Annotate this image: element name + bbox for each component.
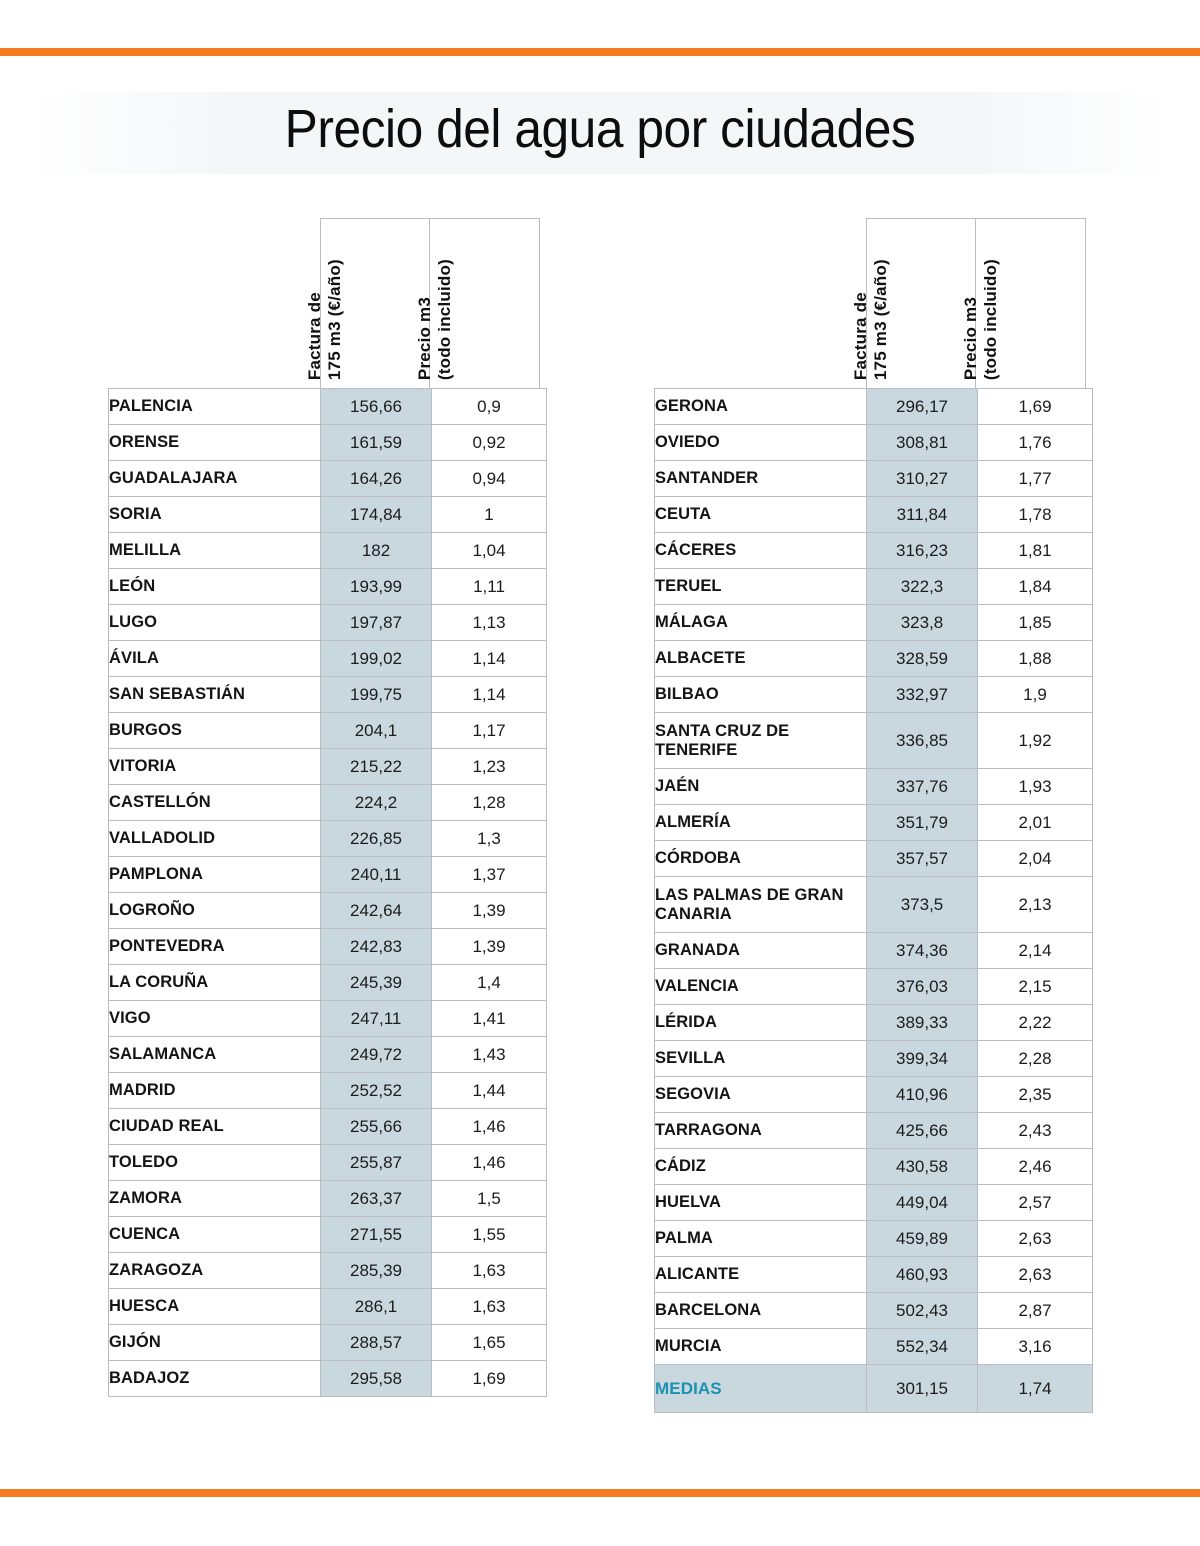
city-name-cell: LEÓN <box>109 569 321 605</box>
annual-bill-cell: 336,85 <box>867 713 978 769</box>
price-per-m3-cell: 1,4 <box>432 965 547 1001</box>
price-per-m3-cell: 1,44 <box>432 1073 547 1109</box>
annual-bill-cell: 242,83 <box>321 929 432 965</box>
annual-bill-cell: 301,15 <box>867 1365 978 1413</box>
annual-bill-cell: 245,39 <box>321 965 432 1001</box>
city-name-cell: VALLADOLID <box>109 821 321 857</box>
header-precio-line1: Precio m3 <box>414 296 434 380</box>
top-accent-rule <box>0 48 1200 56</box>
table-row <box>109 1253 547 1289</box>
annual-bill-cell: 389,33 <box>867 1005 978 1041</box>
annual-bill-cell: 197,87 <box>321 605 432 641</box>
annual-bill-cell: 296,17 <box>867 389 978 425</box>
annual-bill-cell: 374,36 <box>867 933 978 969</box>
city-name-cell: TERUEL <box>655 569 867 605</box>
price-per-m3-cell: 2,22 <box>978 1005 1093 1041</box>
city-name-cell: MURCIA <box>655 1329 867 1365</box>
price-per-m3-cell: 1,14 <box>432 677 547 713</box>
price-per-m3-cell: 1,88 <box>978 641 1093 677</box>
annual-bill-cell: 410,96 <box>867 1077 978 1113</box>
city-name-cell: TARRAGONA <box>655 1113 867 1149</box>
city-name-cell: GERONA <box>655 389 867 425</box>
price-per-m3-cell: 0,94 <box>432 461 547 497</box>
city-name-cell: CEUTA <box>655 497 867 533</box>
price-per-m3-cell: 1,84 <box>978 569 1093 605</box>
price-per-m3-cell: 2,57 <box>978 1185 1093 1221</box>
price-per-m3-cell: 1,14 <box>432 641 547 677</box>
annual-bill-cell: 247,11 <box>321 1001 432 1037</box>
city-name-cell: PALENCIA <box>109 389 321 425</box>
price-per-m3-cell: 2,63 <box>978 1257 1093 1293</box>
price-per-m3-cell: 1,28 <box>432 785 547 821</box>
header-factura-line2: 175 m3 (€/año) <box>324 259 344 380</box>
price-per-m3-cell: 2,01 <box>978 805 1093 841</box>
annual-bill-cell: 449,04 <box>867 1185 978 1221</box>
price-per-m3-cell: 0,9 <box>432 389 547 425</box>
city-name-cell: PAMPLONA <box>109 857 321 893</box>
city-name-cell: ALBACETE <box>655 641 867 677</box>
city-name-cell: SALAMANCA <box>109 1037 321 1073</box>
annual-bill-cell: 323,8 <box>867 605 978 641</box>
column-header-row-right <box>850 218 1093 388</box>
price-per-m3-cell: 1,43 <box>432 1037 547 1073</box>
price-per-m3-cell: 0,92 <box>432 425 547 461</box>
annual-bill-cell: 164,26 <box>321 461 432 497</box>
price-per-m3-cell: 1,3 <box>432 821 547 857</box>
annual-bill-cell: 316,23 <box>867 533 978 569</box>
city-name-cell: MADRID <box>109 1073 321 1109</box>
table-row <box>655 1293 1093 1329</box>
annual-bill-cell: 295,58 <box>321 1361 432 1397</box>
annual-bill-cell: 459,89 <box>867 1221 978 1257</box>
annual-bill-cell: 161,59 <box>321 425 432 461</box>
annual-bill-cell: 252,52 <box>321 1073 432 1109</box>
price-per-m3-cell: 2,63 <box>978 1221 1093 1257</box>
header-precio-line2: (todo incluido) <box>434 258 454 380</box>
city-name-cell: ORENSE <box>109 425 321 461</box>
table-row <box>655 605 1093 641</box>
annual-bill-cell: 351,79 <box>867 805 978 841</box>
price-per-m3-cell: 1,46 <box>432 1109 547 1145</box>
annual-bill-cell: 199,02 <box>321 641 432 677</box>
annual-bill-cell: 199,75 <box>321 677 432 713</box>
annual-bill-cell: 308,81 <box>867 425 978 461</box>
city-name-cell: ALICANTE <box>655 1257 867 1293</box>
price-per-m3-cell: 2,28 <box>978 1041 1093 1077</box>
column-header-precio-right <box>960 218 1086 388</box>
price-per-m3-cell: 1,37 <box>432 857 547 893</box>
table-row <box>655 1149 1093 1185</box>
table-row <box>655 461 1093 497</box>
price-per-m3-cell: 1,41 <box>432 1001 547 1037</box>
table-row <box>109 1073 547 1109</box>
price-table-left <box>108 218 547 1397</box>
table-row <box>655 969 1093 1005</box>
table-row <box>109 713 547 749</box>
price-per-m3-cell: 1,69 <box>978 389 1093 425</box>
annual-bill-cell: 332,97 <box>867 677 978 713</box>
annual-bill-cell: 263,37 <box>321 1181 432 1217</box>
table-row <box>655 569 1093 605</box>
table-row <box>109 1289 547 1325</box>
price-per-m3-cell: 1,11 <box>432 569 547 605</box>
header-factura-line2: 175 m3 (€/año) <box>870 259 890 380</box>
table-row <box>655 1329 1093 1365</box>
price-per-m3-cell: 1,63 <box>432 1289 547 1325</box>
city-name-cell: ÁVILA <box>109 641 321 677</box>
table-row <box>655 805 1093 841</box>
price-per-m3-cell: 1 <box>432 497 547 533</box>
price-per-m3-cell: 1,39 <box>432 929 547 965</box>
table-row <box>655 877 1093 933</box>
city-name-cell: LA CORUÑA <box>109 965 321 1001</box>
table-row <box>109 1325 547 1361</box>
annual-bill-cell: 182 <box>321 533 432 569</box>
bottom-accent-rule <box>0 1489 1200 1497</box>
price-per-m3-cell: 1,92 <box>978 713 1093 769</box>
city-name-cell: CASTELLÓN <box>109 785 321 821</box>
header-factura-line1: Factura de <box>304 292 324 380</box>
city-name-cell: CIUDAD REAL <box>109 1109 321 1145</box>
price-per-m3-cell: 1,23 <box>432 749 547 785</box>
city-name-cell: SORIA <box>109 497 321 533</box>
price-per-m3-cell: 1,74 <box>978 1365 1093 1413</box>
price-per-m3-cell: 2,14 <box>978 933 1093 969</box>
annual-bill-cell: 430,58 <box>867 1149 978 1185</box>
table-row <box>109 1109 547 1145</box>
header-factura-line1: Factura de <box>850 292 870 380</box>
table-row <box>655 425 1093 461</box>
city-name-cell: BURGOS <box>109 713 321 749</box>
annual-bill-cell: 288,57 <box>321 1325 432 1361</box>
annual-bill-cell: 285,39 <box>321 1253 432 1289</box>
city-name-cell: VALENCIA <box>655 969 867 1005</box>
city-name-cell: VITORIA <box>109 749 321 785</box>
city-name-cell: GIJÓN <box>109 1325 321 1361</box>
table-row <box>109 389 547 425</box>
header-precio-line1: Precio m3 <box>960 296 980 380</box>
city-name-cell: CÁDIZ <box>655 1149 867 1185</box>
city-name-cell: ALMERÍA <box>655 805 867 841</box>
annual-bill-cell: 311,84 <box>867 497 978 533</box>
price-per-m3-cell: 1,13 <box>432 605 547 641</box>
city-name-cell: SANTANDER <box>655 461 867 497</box>
city-name-cell: SEGOVIA <box>655 1077 867 1113</box>
city-name-cell: JAÉN <box>655 769 867 805</box>
table-row <box>655 1041 1093 1077</box>
city-name-cell: MELILLA <box>109 533 321 569</box>
annual-bill-cell: 310,27 <box>867 461 978 497</box>
city-name-cell: GRANADA <box>655 933 867 969</box>
city-name-cell: BADAJOZ <box>109 1361 321 1397</box>
table-row <box>109 1037 547 1073</box>
table-row <box>109 1361 547 1397</box>
table-row <box>109 929 547 965</box>
column-header-precio-left <box>414 218 540 388</box>
city-name-cell: LAS PALMAS DE GRAN CANARIA <box>655 877 867 933</box>
city-name-cell: TOLEDO <box>109 1145 321 1181</box>
price-per-m3-cell: 1,65 <box>432 1325 547 1361</box>
price-per-m3-cell: 2,15 <box>978 969 1093 1005</box>
table-row <box>109 605 547 641</box>
city-name-cell: CÁCERES <box>655 533 867 569</box>
city-name-cell: SEVILLA <box>655 1041 867 1077</box>
annual-bill-cell: 502,43 <box>867 1293 978 1329</box>
table-row <box>109 533 547 569</box>
price-table-right <box>654 218 1093 1413</box>
table-row <box>655 1365 1093 1413</box>
annual-bill-cell: 460,93 <box>867 1257 978 1293</box>
annual-bill-cell: 204,1 <box>321 713 432 749</box>
annual-bill-cell: 215,22 <box>321 749 432 785</box>
price-per-m3-cell: 1,81 <box>978 533 1093 569</box>
table-row <box>655 933 1093 969</box>
price-per-m3-cell: 2,87 <box>978 1293 1093 1329</box>
price-per-m3-cell: 1,85 <box>978 605 1093 641</box>
city-name-cell: HUESCA <box>109 1289 321 1325</box>
price-per-m3-cell: 2,46 <box>978 1149 1093 1185</box>
data-table-right <box>654 388 1093 1413</box>
price-per-m3-cell: 2,04 <box>978 841 1093 877</box>
price-per-m3-cell: 3,16 <box>978 1329 1093 1365</box>
data-table-left <box>108 388 547 1397</box>
price-per-m3-cell: 1,39 <box>432 893 547 929</box>
city-name-cell: LUGO <box>109 605 321 641</box>
table-row <box>655 1113 1093 1149</box>
city-name-cell: HUELVA <box>655 1185 867 1221</box>
table-row <box>655 1185 1093 1221</box>
table-row <box>655 841 1093 877</box>
table-row <box>109 821 547 857</box>
table-row <box>655 1257 1093 1293</box>
city-name-cell: LOGROÑO <box>109 893 321 929</box>
table-row <box>655 1077 1093 1113</box>
price-per-m3-cell: 1,78 <box>978 497 1093 533</box>
annual-bill-cell: 240,11 <box>321 857 432 893</box>
annual-bill-cell: 286,1 <box>321 1289 432 1325</box>
annual-bill-cell: 552,34 <box>867 1329 978 1365</box>
price-per-m3-cell: 1,55 <box>432 1217 547 1253</box>
city-name-cell: BILBAO <box>655 677 867 713</box>
table-row <box>109 569 547 605</box>
city-name-cell: CÓRDOBA <box>655 841 867 877</box>
city-name-cell: SANTA CRUZ DE TENERIFE <box>655 713 867 769</box>
city-name-cell: GUADALAJARA <box>109 461 321 497</box>
annual-bill-cell: 271,55 <box>321 1217 432 1253</box>
price-per-m3-cell: 1,76 <box>978 425 1093 461</box>
city-name-cell: MÁLAGA <box>655 605 867 641</box>
annual-bill-cell: 373,5 <box>867 877 978 933</box>
table-row <box>109 1217 547 1253</box>
annual-bill-cell: 255,66 <box>321 1109 432 1145</box>
city-name-cell: PONTEVEDRA <box>109 929 321 965</box>
price-per-m3-cell: 1,46 <box>432 1145 547 1181</box>
header-precio-line2: (todo incluido) <box>980 258 1000 380</box>
price-per-m3-cell: 1,69 <box>432 1361 547 1397</box>
price-per-m3-cell: 1,63 <box>432 1253 547 1289</box>
table-row <box>109 497 547 533</box>
column-header-factura-right <box>850 218 976 388</box>
annual-bill-cell: 242,64 <box>321 893 432 929</box>
page-title: Precio del agua por ciudades <box>284 99 916 159</box>
price-per-m3-cell: 1,17 <box>432 713 547 749</box>
annual-bill-cell: 255,87 <box>321 1145 432 1181</box>
table-row <box>655 1005 1093 1041</box>
city-name-cell: SAN SEBASTIÁN <box>109 677 321 713</box>
price-per-m3-cell: 1,77 <box>978 461 1093 497</box>
column-header-factura-left <box>304 218 430 388</box>
averages-label-cell: MEDIAS <box>655 1365 867 1413</box>
price-per-m3-cell: 1,93 <box>978 769 1093 805</box>
price-per-m3-cell: 1,04 <box>432 533 547 569</box>
annual-bill-cell: 156,66 <box>321 389 432 425</box>
city-name-cell: PALMA <box>655 1221 867 1257</box>
price-per-m3-cell: 2,43 <box>978 1113 1093 1149</box>
table-row <box>655 389 1093 425</box>
table-row <box>109 425 547 461</box>
table-row <box>109 1001 547 1037</box>
table-row <box>655 713 1093 769</box>
annual-bill-cell: 193,99 <box>321 569 432 605</box>
city-name-cell: VIGO <box>109 1001 321 1037</box>
table-row <box>109 965 547 1001</box>
column-header-row-left <box>304 218 547 388</box>
table-row <box>109 1145 547 1181</box>
table-row <box>655 497 1093 533</box>
annual-bill-cell: 425,66 <box>867 1113 978 1149</box>
price-per-m3-cell: 2,35 <box>978 1077 1093 1113</box>
annual-bill-cell: 399,34 <box>867 1041 978 1077</box>
annual-bill-cell: 337,76 <box>867 769 978 805</box>
annual-bill-cell: 226,85 <box>321 821 432 857</box>
table-row <box>109 857 547 893</box>
table-row <box>655 769 1093 805</box>
annual-bill-cell: 357,57 <box>867 841 978 877</box>
annual-bill-cell: 224,2 <box>321 785 432 821</box>
city-name-cell: ZARAGOZA <box>109 1253 321 1289</box>
table-row <box>109 785 547 821</box>
city-name-cell: OVIEDO <box>655 425 867 461</box>
city-name-cell: ZAMORA <box>109 1181 321 1217</box>
city-name-cell: LÉRIDA <box>655 1005 867 1041</box>
table-row <box>655 1221 1093 1257</box>
table-row <box>109 641 547 677</box>
price-per-m3-cell: 1,9 <box>978 677 1093 713</box>
annual-bill-cell: 249,72 <box>321 1037 432 1073</box>
table-row <box>109 749 547 785</box>
table-row <box>109 893 547 929</box>
price-per-m3-cell: 2,13 <box>978 877 1093 933</box>
city-name-cell: CUENCA <box>109 1217 321 1253</box>
price-per-m3-cell: 1,5 <box>432 1181 547 1217</box>
annual-bill-cell: 174,84 <box>321 497 432 533</box>
table-row <box>655 641 1093 677</box>
annual-bill-cell: 322,3 <box>867 569 978 605</box>
table-row <box>655 533 1093 569</box>
table-row <box>109 677 547 713</box>
annual-bill-cell: 328,59 <box>867 641 978 677</box>
table-row <box>109 461 547 497</box>
table-row <box>655 677 1093 713</box>
city-name-cell: BARCELONA <box>655 1293 867 1329</box>
table-row <box>109 1181 547 1217</box>
annual-bill-cell: 376,03 <box>867 969 978 1005</box>
